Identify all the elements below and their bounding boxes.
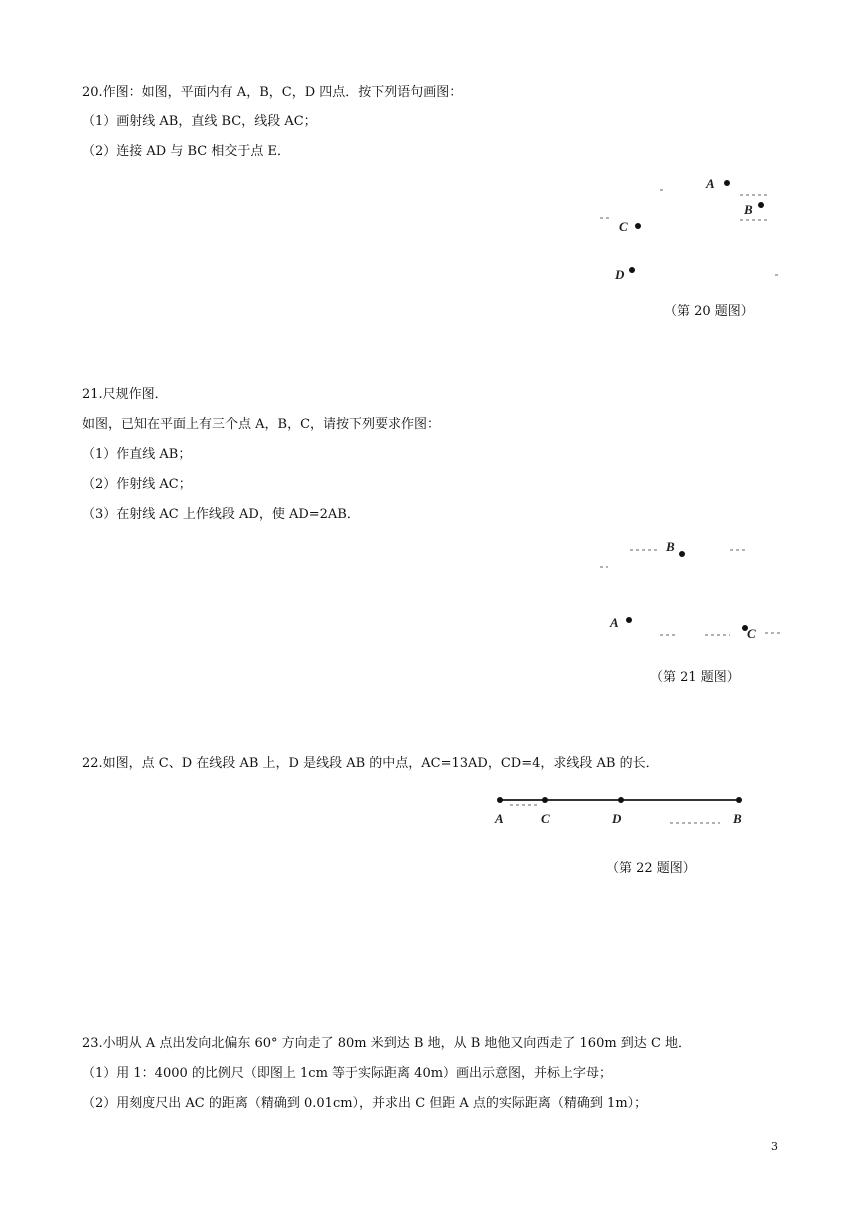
- q22-point-c: [542, 797, 548, 803]
- q23-title: 23.小明从 A 点出发向北偏东 60° 方向走了 80m 米到达 B 地，从 B 地他又向西走了 160m 到达 C 地．: [82, 1036, 692, 1051]
- q22-label-c: C: [541, 811, 550, 826]
- q22-point-b: [736, 797, 742, 803]
- q20-label-d: D: [615, 267, 625, 282]
- q20-label-b: B: [744, 202, 753, 217]
- page-number: 3: [771, 1140, 778, 1153]
- q22-point-a: [497, 797, 503, 803]
- q22-title: 22.如图，点 C、D 在线段 AB 上，D 是线段 AB 的中点，AC=13AD，CD=4，求线段 AB 的长．: [82, 756, 659, 771]
- q22-figure: [480, 785, 770, 835]
- q20-point-b: [758, 202, 764, 208]
- q20-point-c: [635, 223, 641, 229]
- q20-item-1: （1）画射线 AB，直线 BC，线段 AC；: [82, 114, 317, 129]
- q21-label-c: C: [747, 626, 756, 641]
- q20-label-a: A: [706, 176, 715, 191]
- q20-caption: （第 20 题图）: [664, 304, 754, 319]
- q22-label-a: A: [495, 811, 504, 826]
- q21-item-1: （1）作直线 AB；: [82, 447, 192, 462]
- q22-caption: （第 22 题图）: [606, 861, 696, 876]
- q23-item-2: （2）用刻度尺出 AC 的距离（精确到 0.01cm），并求出 C 但距 A 点的实际距离（精确到 1m）；: [82, 1096, 648, 1111]
- q21-item-3: （3）在射线 AC 上作线段 AD，使 AD=2AB．: [82, 507, 360, 522]
- q22-label-d: D: [612, 811, 622, 826]
- q21-point-a: [626, 617, 632, 623]
- q21-intro: 如图，已知在平面上有三个点 A，B，C，请按下列要求作图：: [82, 417, 441, 432]
- q22-point-d: [618, 797, 624, 803]
- q23-item-1: （1）用 1：4000 的比例尺（即图上 1cm 等于实际距离 40m）画出示意图，并标上字母；: [82, 1066, 613, 1081]
- q20-label-c: C: [619, 219, 628, 234]
- q22-label-b: B: [733, 811, 742, 826]
- q20-point-d: [629, 267, 635, 273]
- q20-figure: [600, 170, 790, 290]
- q20-point-a: [724, 180, 730, 186]
- q21-figure: [600, 535, 790, 650]
- q20-item-2: （2）连接 AD 与 BC 相交于点 E．: [82, 144, 290, 159]
- q21-caption: （第 21 题图）: [650, 670, 740, 685]
- q21-label-a: A: [610, 615, 619, 630]
- q21-point-b: [679, 551, 685, 557]
- q20-title: 20.作图：如图，平面内有 A，B，C，D 四点．按下列语句画图：: [82, 85, 463, 100]
- q21-item-2: （2）作射线 AC；: [82, 477, 192, 492]
- q21-title: 21.尺规作图．: [82, 387, 168, 402]
- q21-label-b: B: [666, 539, 675, 554]
